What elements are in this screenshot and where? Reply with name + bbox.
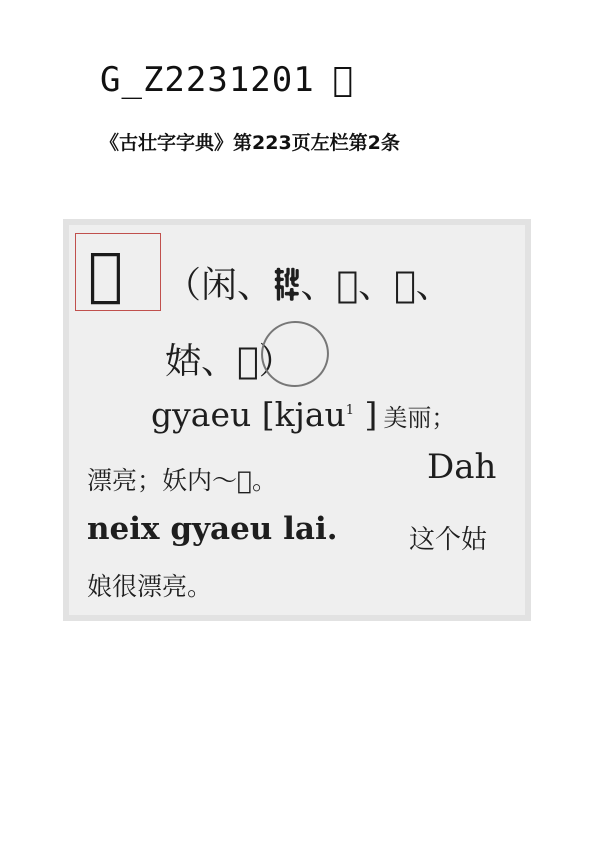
glyph-code: G_Z2231201 [100,60,315,100]
meaning-line: 漂亮；妖内～𰂔。 [87,466,278,495]
scan-paper [69,225,525,615]
page-title [100,60,354,100]
headword: 𰂔 [88,240,123,308]
ipa-tone: 1 [345,403,355,418]
variant-forms-line-2: 𡜺、𰃆） [165,341,295,382]
title-glyph: 𰂔 [332,60,355,100]
dictionary-scan [63,219,531,621]
source-citation: 《古壮字字典》第223页左栏第2条 [100,132,400,154]
example-start: Dah [427,447,497,487]
ipa-close-bracket: ] [364,395,378,434]
gloss-chinese: 美丽； [383,404,456,432]
example-translation-start: 这个姑 [409,525,488,555]
ipa-transcription: [kjau [261,395,346,434]
romanization: gyaeu [151,395,252,434]
example-sentence: neix gyaeu lai. [87,511,338,547]
headword-highlight-box [75,233,161,311]
example-translation-end: 娘很漂亮。 [87,572,213,601]
variant-forms-line-1: （闲、𮧵、𭢬、𰂕、 [165,265,452,306]
pronunciation-line [151,395,455,434]
